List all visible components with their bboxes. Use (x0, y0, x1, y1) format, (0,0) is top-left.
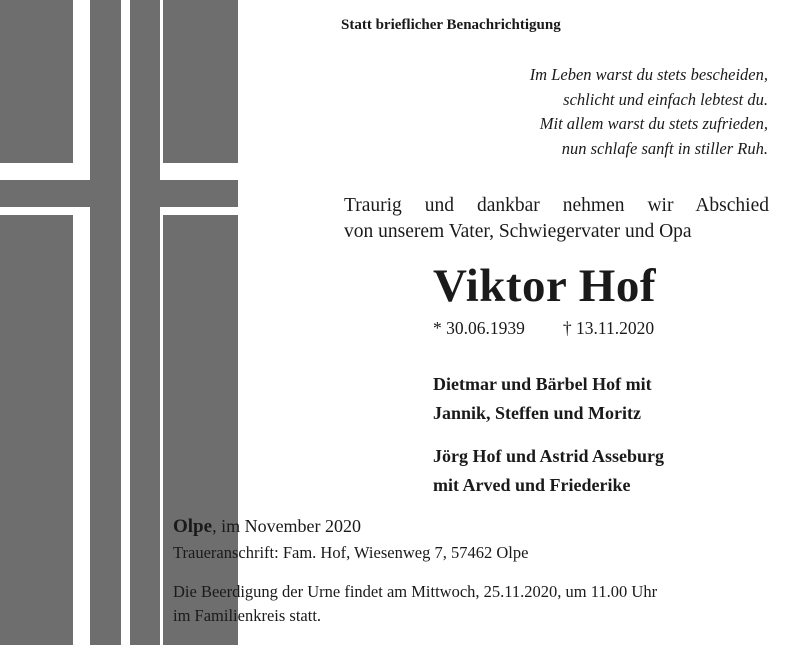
place-date (173, 516, 361, 538)
life-dates (433, 318, 654, 339)
mourner-line: mit Arved und Friederike (433, 475, 631, 495)
funeral-line: Die Beerdigung der Urne findet am Mittwoch, 25.11.2020, um 11.00 Uhr (173, 582, 658, 601)
mourner-line: Dietmar und Bärbel Hof mit (433, 374, 652, 394)
intro-text (344, 193, 769, 245)
poem-line: nun schlafe sanft in stiller Ruh. (561, 138, 768, 158)
mourner-line: Jörg Hof und Astrid Asseburg (433, 446, 665, 466)
poem-line: Mit allem warst du stets zufrieden, (539, 114, 768, 133)
place-city: Olpe (173, 516, 213, 537)
poem (530, 63, 768, 161)
mourner-group (433, 442, 664, 500)
mourner-group (433, 370, 652, 428)
mourning-address: Traueranschrift: Fam. Hof, Wiesenweg 7, 57462 Olpe (173, 543, 529, 562)
death-date: † 13.11.2020 (562, 318, 655, 338)
intro-line: Traurig und dankbar nehmen wir Abschied (344, 195, 769, 216)
poem-line: Im Leben warst du stets bescheiden, (529, 65, 768, 84)
funeral-notice (173, 580, 773, 628)
poem-line: schlicht und einfach lebtest du. (563, 89, 768, 109)
deceased-name: Viktor Hof (433, 260, 657, 312)
header-notice: Statt brieflicher Benachrichtigung (341, 17, 561, 33)
funeral-line: im Familienkreis statt. (173, 606, 322, 625)
mourner-line: Jannik, Steffen und Moritz (433, 403, 642, 423)
intro-line: von unserem Vater, Schwiegervater und Opa (344, 221, 692, 242)
place-date-text: , im November 2020 (212, 516, 362, 536)
birth-date: * 30.06.1939 (433, 318, 525, 338)
